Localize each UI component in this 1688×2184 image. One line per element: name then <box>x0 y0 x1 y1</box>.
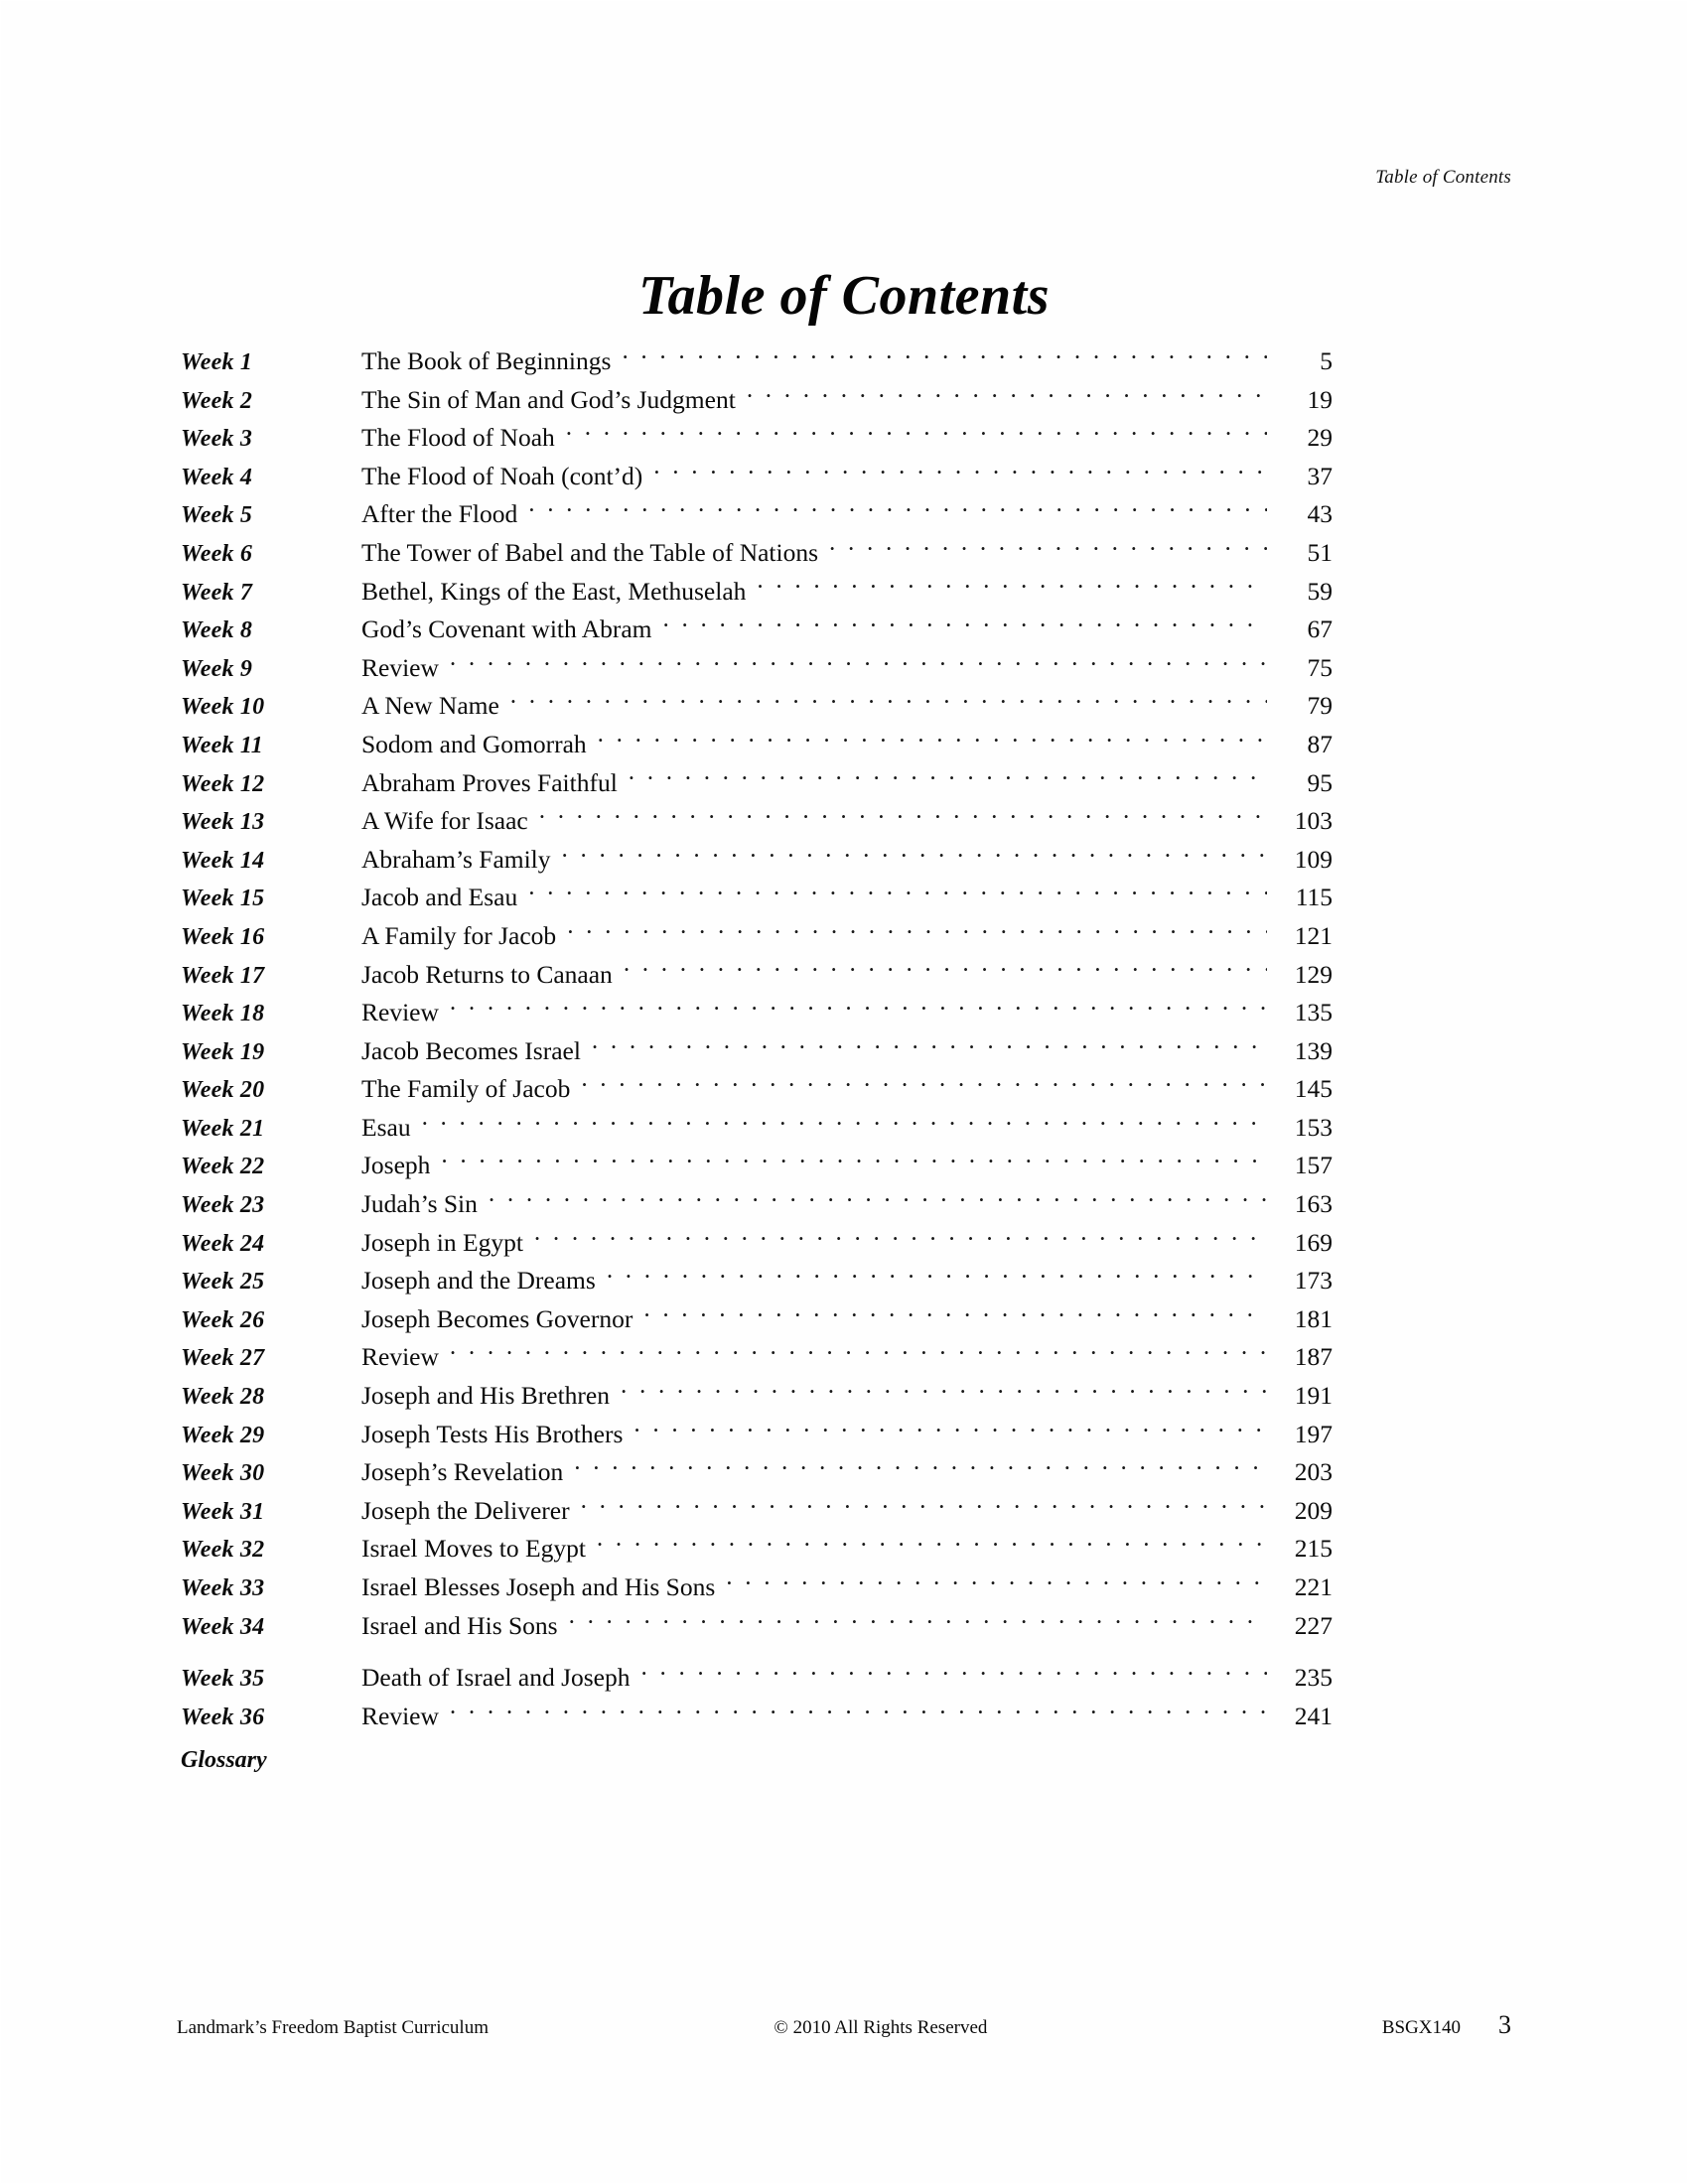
toc-entry[interactable] <box>181 1416 1333 1454</box>
toc-entry-page: 87 <box>1307 729 1333 758</box>
toc-entry-title-cell <box>320 1659 1333 1698</box>
toc-entry-title-cell <box>320 1109 1333 1148</box>
toc-entry-title-cell <box>320 802 1333 841</box>
toc-leader-dots <box>623 952 1267 978</box>
toc-entry-title-cell <box>320 1453 1333 1492</box>
toc-entry-title: Bethel, Kings of the East, Methuselah <box>361 576 747 606</box>
toc-entry[interactable] <box>181 879 1333 917</box>
toc-leader-dots <box>640 1656 1268 1682</box>
toc-entry-week: Week 33 <box>181 1575 265 1601</box>
toc-entry-week: Week 6 <box>181 540 253 567</box>
toc-entry-title: The Flood of Noah (cont’d) <box>361 461 643 490</box>
toc-entry-page: 135 <box>1294 998 1333 1027</box>
toc-entry[interactable] <box>181 917 1333 956</box>
toc-entry-title-cell <box>320 419 1333 458</box>
toc-leader-dots <box>509 684 1267 710</box>
toc-entry-week: Week 22 <box>181 1154 265 1180</box>
toc-entry-title-cell <box>320 956 1333 995</box>
toc-entry-title: Joseph and His Brethren <box>361 1381 610 1411</box>
toc-entry-week: Week 3 <box>181 426 253 453</box>
toc-entry-title-cell <box>320 687 1333 726</box>
toc-entry-title-cell <box>320 1492 1333 1531</box>
toc-entry[interactable] <box>181 573 1333 612</box>
toc-entry-title: Sodom and Gomorrah <box>361 729 587 758</box>
toc-entry-week: Week 29 <box>181 1422 265 1448</box>
toc-leader-dots <box>527 492 1267 518</box>
running-head: Table of Contents <box>1375 167 1511 188</box>
toc-leader-dots <box>580 1489 1267 1515</box>
toc-entry-title-cell <box>320 1530 1333 1569</box>
toc-leader-dots <box>527 876 1267 901</box>
toc-entry-week: Week 8 <box>181 617 253 644</box>
toc-entry-title: The Flood of Noah <box>361 423 555 453</box>
toc-entry-page: 5 <box>1320 346 1333 375</box>
toc-entry-title: A Wife for Isaac <box>361 806 528 836</box>
toc-entry-title: Joseph’s Revelation <box>361 1457 564 1487</box>
toc-entry-title-cell <box>320 1070 1333 1109</box>
toc-entry-title-cell <box>320 534 1333 573</box>
toc-entry-page: 95 <box>1307 767 1333 797</box>
page-title: Table of Contents <box>637 264 1051 327</box>
toc-entry-page: 235 <box>1294 1663 1333 1693</box>
toc-entry-title: Review <box>361 1701 439 1730</box>
toc-entry-week: Week 14 <box>181 847 265 874</box>
toc-entry-page: 241 <box>1294 1701 1333 1730</box>
toc-entry-title-cell <box>320 1032 1333 1071</box>
toc-entry-title: The Sin of Man and God’s Judgment <box>361 384 736 414</box>
toc-leader-dots <box>633 1413 1267 1438</box>
toc-entry-title: Joseph and the Dreams <box>361 1266 596 1296</box>
toc-leader-dots <box>449 646 1267 672</box>
toc-entry[interactable] <box>181 1492 1333 1531</box>
toc-entry[interactable] <box>181 649 1333 688</box>
toc-entry-title: The Book of Beginnings <box>361 346 612 375</box>
toc-entry-title-cell <box>320 1338 1333 1377</box>
footer-product-code: BSGX140 <box>1381 2017 1461 2038</box>
toc-entry-week: Week 21 <box>181 1115 265 1142</box>
toc-entry-page: 37 <box>1307 461 1333 490</box>
toc-entry-title: A New Name <box>361 691 499 721</box>
toc-entry-week: Week 18 <box>181 1001 265 1027</box>
toc-entry-title-cell <box>320 1185 1333 1224</box>
toc-entry-title-cell <box>320 1262 1333 1300</box>
toc-entry-week: Week 19 <box>181 1038 265 1065</box>
toc-entry-title: Abraham Proves Faithful <box>361 767 618 797</box>
toc-entry[interactable] <box>181 1607 1333 1646</box>
toc-entry-title-cell <box>320 458 1333 496</box>
toc-entry-week: Week 16 <box>181 923 265 950</box>
toc-entry[interactable] <box>181 1185 1333 1224</box>
toc-entry-page: 109 <box>1294 844 1333 874</box>
toc-entry-page: 29 <box>1307 423 1333 453</box>
toc-leader-dots <box>606 1259 1267 1285</box>
toc-leader-dots <box>591 1029 1267 1055</box>
toc-entry-title: Review <box>361 1342 439 1372</box>
toc-entry-week: Week 28 <box>181 1384 265 1411</box>
toc-entry-week: Week 32 <box>181 1537 265 1564</box>
toc-entry-page: 209 <box>1294 1495 1333 1525</box>
toc-entry-page: 187 <box>1294 1342 1333 1372</box>
toc-entry-title-cell <box>320 1698 1333 1736</box>
toc-entry-title-cell <box>320 1416 1333 1454</box>
toc-entry-title-cell <box>320 1147 1333 1185</box>
toc-entry-page: 75 <box>1307 652 1333 682</box>
toc-leader-dots <box>573 1450 1267 1476</box>
toc-entry-title: Joseph <box>361 1151 431 1180</box>
toc-entry-title: After the Flood <box>361 499 518 529</box>
toc-entry-title: Death of Israel and Joseph <box>361 1663 631 1693</box>
toc-entry-title: Israel and His Sons <box>361 1610 558 1640</box>
toc-leader-dots <box>756 569 1267 595</box>
toc-entry-title: Judah’s Sin <box>361 1189 478 1219</box>
toc-entry-page: 121 <box>1294 920 1333 950</box>
toc-entry-title: Jacob Returns to Canaan <box>361 959 613 989</box>
toc-leader-dots <box>440 1144 1267 1169</box>
toc-entry[interactable] <box>181 342 1333 381</box>
toc-entry-week: Week 31 <box>181 1498 265 1525</box>
toc-entry-page: 163 <box>1294 1189 1333 1219</box>
toc-entry-title: Esau <box>361 1112 411 1142</box>
toc-entry[interactable] <box>181 534 1333 573</box>
toc-entry-week: Week 23 <box>181 1192 265 1219</box>
toc-entry-title-cell <box>320 611 1333 649</box>
toc-entry-page: 181 <box>1294 1303 1333 1333</box>
toc-entry-page: 203 <box>1294 1457 1333 1487</box>
toc-leader-dots <box>421 1106 1267 1132</box>
toc-entry-page: 103 <box>1294 806 1333 836</box>
toc-entry[interactable] <box>181 1659 1333 1698</box>
toc-entry-week: Week 25 <box>181 1269 265 1296</box>
toc-entry-title: A Family for Jacob <box>361 920 557 950</box>
toc-entry[interactable] <box>181 1262 1333 1300</box>
toc-entry-title: Jacob and Esau <box>361 883 518 912</box>
toc-entry-page: 157 <box>1294 1151 1333 1180</box>
toc-entry-page: 145 <box>1294 1074 1333 1104</box>
toc-entry-title-cell <box>320 764 1333 803</box>
toc-entry-title: Israel Blesses Joseph and His Sons <box>361 1572 716 1601</box>
toc-entry[interactable] <box>181 1530 1333 1569</box>
toc-entry-page: 153 <box>1294 1112 1333 1142</box>
toc-leader-dots <box>597 723 1267 749</box>
toc-leader-dots <box>449 1695 1267 1720</box>
toc-entry[interactable] <box>181 764 1333 803</box>
toc-entry-title: Joseph Becomes Governor <box>361 1303 633 1333</box>
toc-entry-page: 221 <box>1294 1572 1333 1601</box>
toc-entry-week: Week 27 <box>181 1345 265 1372</box>
toc-entry-title-cell <box>320 381 1333 420</box>
toc-entry[interactable] <box>181 1070 1333 1109</box>
toc-entry-page: 59 <box>1307 576 1333 606</box>
toc-entry[interactable] <box>181 495 1333 534</box>
toc-leader-dots <box>565 416 1267 442</box>
toc-entry-title: The Family of Jacob <box>361 1074 571 1104</box>
toc-entry-week: Week 13 <box>181 809 265 836</box>
toc-entry-week: Week 12 <box>181 770 265 797</box>
toc-entry-page: 197 <box>1294 1419 1333 1448</box>
toc-entry[interactable] <box>181 841 1333 880</box>
toc-entry[interactable] <box>181 687 1333 726</box>
toc-entry[interactable] <box>181 994 1333 1032</box>
toc-leader-dots <box>662 608 1267 633</box>
toc-entry[interactable] <box>181 1147 1333 1185</box>
toc-leader-dots <box>620 1374 1267 1400</box>
table-of-contents <box>181 342 1333 1780</box>
toc-entry-week: Week 20 <box>181 1077 265 1104</box>
toc-entry-title-cell <box>320 342 1333 381</box>
toc-entry-page: 43 <box>1307 499 1333 529</box>
toc-leader-dots <box>561 838 1267 864</box>
toc-entry-week: Week 5 <box>181 502 253 529</box>
toc-leader-dots <box>566 914 1267 940</box>
toc-entry-week: Week 10 <box>181 694 265 721</box>
toc-entry-page: 169 <box>1294 1227 1333 1257</box>
toc-leader-dots <box>621 340 1267 365</box>
toc-entry-week: Week 26 <box>181 1306 265 1333</box>
toc-entry-page: 191 <box>1294 1381 1333 1411</box>
toc-entry-title-cell <box>320 573 1333 612</box>
toc-entry[interactable] <box>181 802 1333 841</box>
toc-entry-page: 173 <box>1294 1266 1333 1296</box>
toc-entry-title-cell <box>320 1377 1333 1416</box>
toc-entry-title: The Tower of Babel and the Table of Nations <box>361 537 819 567</box>
toc-entry-page: 139 <box>1294 1035 1333 1065</box>
toc-entry-week: Week 34 <box>181 1613 265 1640</box>
toc-entry-week: Week 9 <box>181 655 253 682</box>
toc-entry-title-cell <box>320 1300 1333 1339</box>
toc-entry-page: 215 <box>1294 1534 1333 1564</box>
toc-entry-title-cell <box>320 649 1333 688</box>
toc-leader-dots <box>568 1604 1267 1630</box>
toc-leader-dots <box>538 799 1267 825</box>
toc-leader-dots <box>488 1182 1267 1208</box>
toc-entry-page: 67 <box>1307 614 1333 644</box>
toc-entry[interactable] <box>181 1300 1333 1339</box>
toc-entry[interactable] <box>181 419 1333 458</box>
toc-entry[interactable] <box>181 956 1333 995</box>
toc-entry-title: God’s Covenant with Abram <box>361 614 652 644</box>
toc-entry-page: 79 <box>1307 691 1333 721</box>
toc-entry[interactable] <box>181 1569 1333 1607</box>
toc-entry[interactable] <box>181 1698 1333 1736</box>
toc-entry-title-cell <box>320 726 1333 764</box>
toc-entry-glossary-label: Glossary <box>181 1747 267 1774</box>
toc-entry-week: Week 4 <box>181 464 253 490</box>
toc-entry-week: Week 35 <box>181 1666 265 1693</box>
toc-entry-title: Joseph Tests His Brothers <box>361 1419 624 1448</box>
toc-entry-page: 129 <box>1294 959 1333 989</box>
toc-entry-title: Joseph the Deliverer <box>361 1495 570 1525</box>
toc-entry-title-cell <box>320 917 1333 956</box>
toc-leader-dots <box>533 1221 1267 1247</box>
toc-leader-dots <box>628 760 1267 786</box>
toc-entry[interactable] <box>181 1338 1333 1377</box>
toc-leader-dots <box>746 378 1267 404</box>
toc-entry[interactable] <box>181 458 1333 496</box>
toc-entry-title: Joseph in Egypt <box>361 1227 523 1257</box>
toc-entry-page: 19 <box>1307 384 1333 414</box>
page-footer <box>177 2010 1511 2040</box>
toc-leader-dots <box>725 1566 1267 1591</box>
toc-entry-title-cell <box>320 841 1333 880</box>
toc-entry-glossary[interactable] <box>181 1741 1333 1780</box>
toc-entry-title: Review <box>361 998 439 1027</box>
footer-publisher: Landmark’s Freedom Baptist Curriculum <box>177 2017 489 2038</box>
toc-entry[interactable] <box>181 1032 1333 1071</box>
toc-entry-week: Week 2 <box>181 387 253 414</box>
toc-leader-dots <box>642 1297 1267 1323</box>
toc-entry-page: 115 <box>1295 883 1333 912</box>
toc-entry-title-cell <box>320 1224 1333 1263</box>
toc-entry-week: Week 11 <box>181 732 263 758</box>
toc-entry[interactable] <box>181 611 1333 649</box>
toc-entry-title: Review <box>361 652 439 682</box>
toc-entry-week: Week 15 <box>181 886 265 912</box>
footer-page-number: 3 <box>1498 2010 1511 2039</box>
toc-entry-week: Week 30 <box>181 1460 265 1487</box>
toc-entry-title: Jacob Becomes Israel <box>361 1035 581 1065</box>
toc-entry[interactable] <box>181 381 1333 420</box>
toc-entry-week: Week 17 <box>181 962 265 989</box>
toc-leader-dots <box>828 531 1267 557</box>
toc-entry-title-cell <box>320 1607 1333 1646</box>
toc-entry[interactable] <box>181 726 1333 764</box>
toc-entry-page: 51 <box>1307 537 1333 567</box>
toc-entry-title-cell <box>320 994 1333 1032</box>
toc-entry[interactable] <box>181 1453 1333 1492</box>
footer-copyright: © 2010 All Rights Reserved <box>774 2017 988 2038</box>
toc-leader-dots <box>580 1067 1267 1093</box>
toc-entry-title: Abraham’s Family <box>361 844 551 874</box>
toc-entry-title-cell <box>320 1569 1333 1607</box>
toc-leader-dots <box>596 1527 1267 1553</box>
toc-entry[interactable] <box>181 1377 1333 1416</box>
toc-entry-page: 227 <box>1294 1610 1333 1640</box>
toc-entry-title: Israel Moves to Egypt <box>361 1534 586 1564</box>
toc-leader-dots <box>449 991 1267 1017</box>
toc-entry[interactable] <box>181 1109 1333 1148</box>
toc-entry-title-cell <box>320 879 1333 917</box>
toc-leader-dots <box>449 1335 1267 1361</box>
toc-entry-week: Week 36 <box>181 1704 265 1730</box>
toc-entry-week: Week 24 <box>181 1230 265 1257</box>
toc-entry-week: Week 7 <box>181 579 253 606</box>
toc-entry-week: Week 1 <box>181 349 253 375</box>
toc-leader-dots <box>652 455 1267 480</box>
toc-entry-title-cell <box>320 495 1333 534</box>
toc-entry[interactable] <box>181 1224 1333 1263</box>
